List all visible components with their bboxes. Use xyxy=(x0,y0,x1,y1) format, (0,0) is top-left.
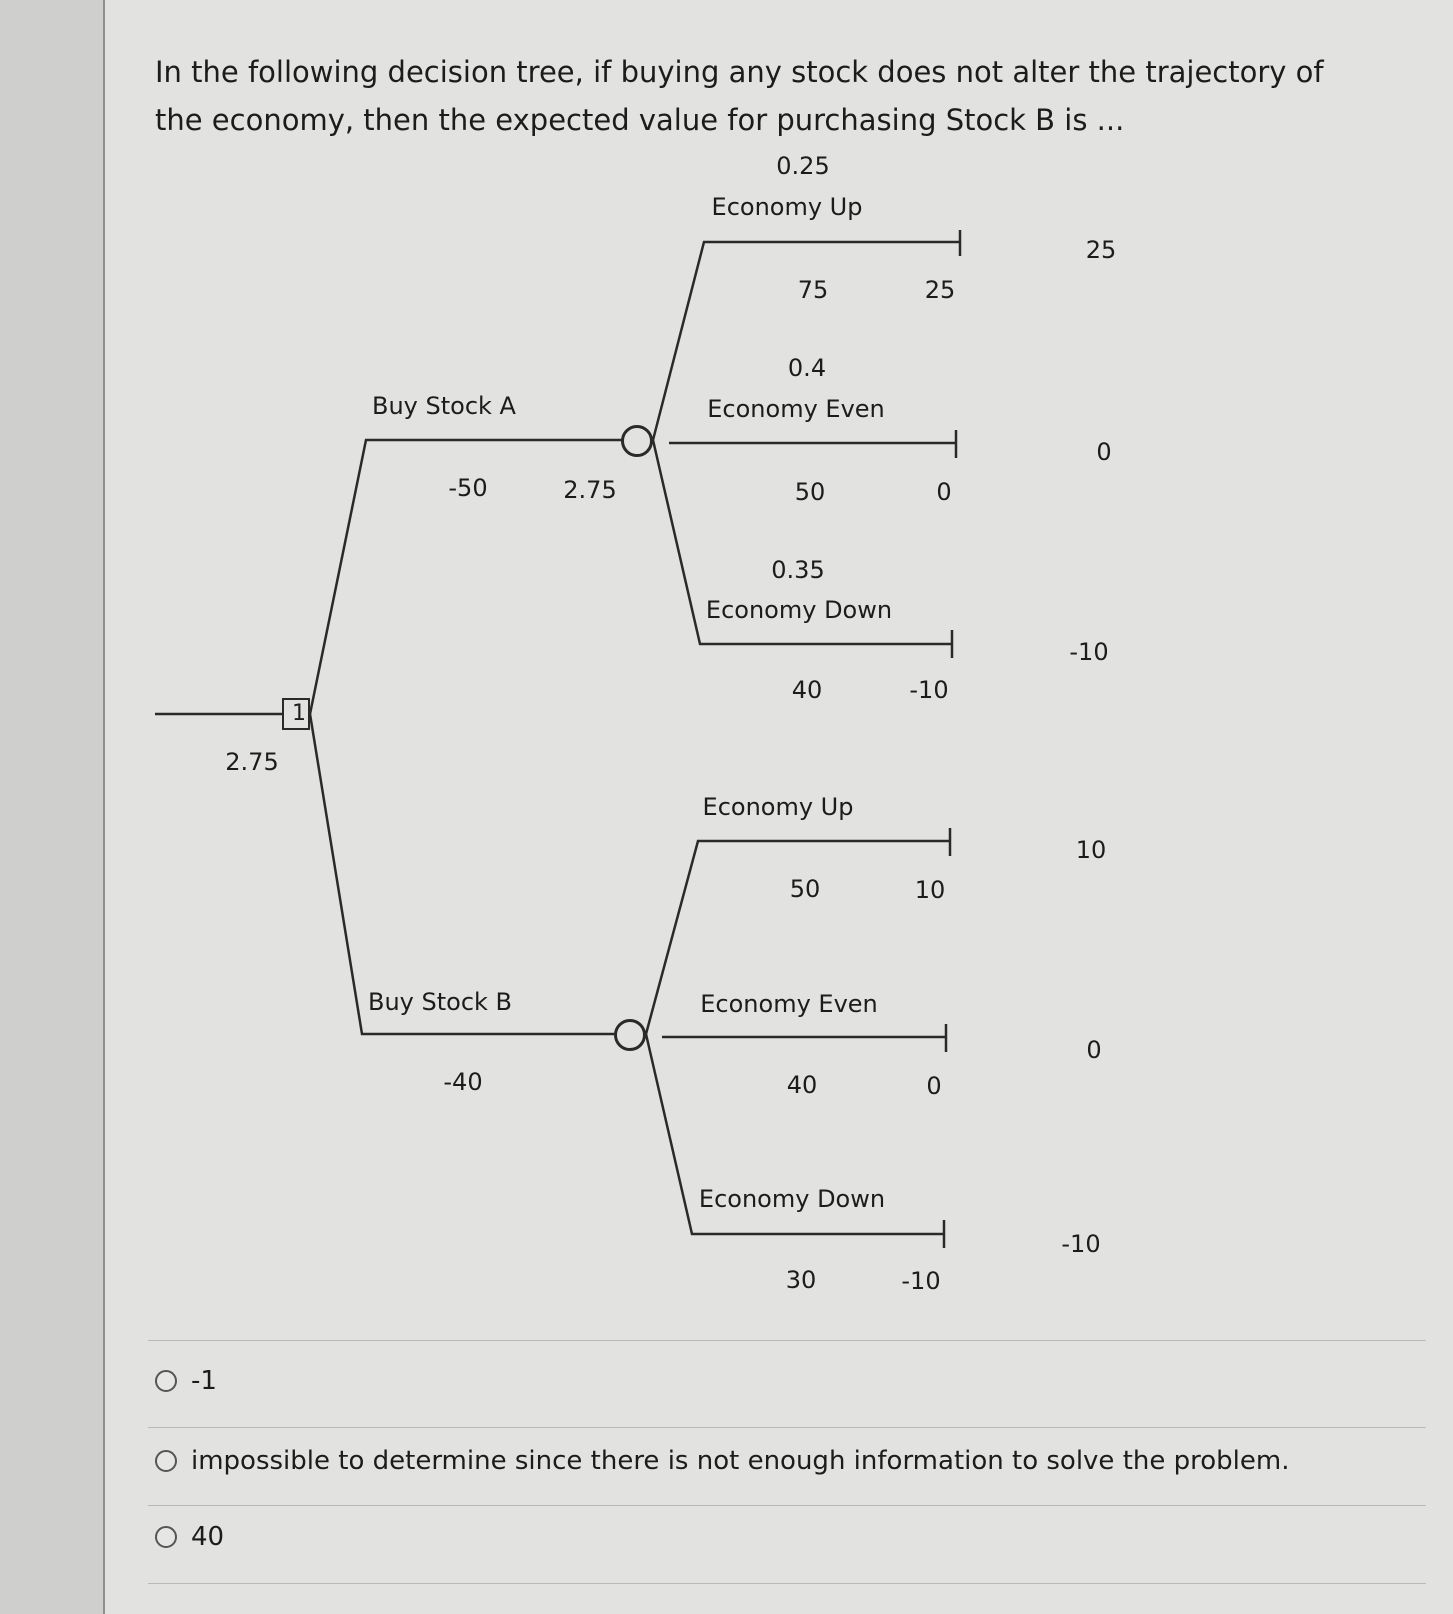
a-up-net: 25 xyxy=(924,276,956,304)
a-even-net: 0 xyxy=(936,478,952,506)
a-up-prob: 0.25 xyxy=(776,152,830,180)
a-up-payoff: 25 xyxy=(1085,236,1117,264)
a-down-payoff: -10 xyxy=(1069,638,1109,666)
answer-option-2[interactable] xyxy=(155,1446,1289,1476)
a-even-label: Economy Even xyxy=(707,395,885,423)
chance-node-a xyxy=(621,425,653,457)
buy-stock-a-label: Buy Stock A xyxy=(372,392,516,420)
b-down-label: Economy Down xyxy=(698,1185,886,1213)
a-down-prob: 0.35 xyxy=(771,556,825,584)
b-up-net: 10 xyxy=(914,876,946,904)
b-up-payoff: 10 xyxy=(1075,836,1107,864)
answer-option-1[interactable] xyxy=(155,1366,217,1396)
b-even-payoff: 0 xyxy=(1086,1036,1102,1064)
a-down-value: 40 xyxy=(791,676,823,704)
radio-button[interactable] xyxy=(155,1526,177,1548)
decision-node: 1 xyxy=(282,698,310,730)
b-up-label: Economy Up xyxy=(702,793,854,821)
buy-stock-a-ev: 2.75 xyxy=(563,476,617,504)
divider xyxy=(148,1505,1426,1506)
b-even-value: 40 xyxy=(786,1071,818,1099)
answer-option-3[interactable] xyxy=(155,1522,224,1552)
a-even-value: 50 xyxy=(794,478,826,506)
a-up-label: Economy Up xyxy=(711,193,863,221)
a-up-value: 75 xyxy=(797,276,829,304)
buy-stock-b-label: Buy Stock B xyxy=(368,988,513,1016)
buy-stock-b-cost: -40 xyxy=(443,1068,483,1096)
b-down-net: -10 xyxy=(901,1267,941,1295)
answer-option-label: 40 xyxy=(191,1522,225,1552)
radio-button[interactable] xyxy=(155,1370,177,1392)
chance-node-b xyxy=(614,1019,646,1051)
a-down-label: Economy Down xyxy=(705,596,893,624)
answer-option-label: -1 xyxy=(191,1366,217,1396)
b-up-value: 50 xyxy=(789,875,821,903)
question-text: In the following decision tree, if buying any stock does not alter the trajectory of the economy, then the expected value for purchasing Stock B is ... xyxy=(155,55,1324,137)
root-value: 2.75 xyxy=(225,748,279,776)
divider xyxy=(148,1340,1426,1341)
divider xyxy=(148,1427,1426,1428)
b-down-value: 30 xyxy=(785,1266,817,1294)
buy-stock-b-line xyxy=(310,714,630,1034)
divider xyxy=(148,1583,1426,1584)
b-even-label: Economy Even xyxy=(700,990,878,1018)
a-even-payoff: 0 xyxy=(1096,438,1112,466)
buy-stock-a-cost: -50 xyxy=(448,474,488,502)
a-down-net: -10 xyxy=(909,676,949,704)
answer-option-label: impossible to determine since there is not enough information to solve the problem. xyxy=(191,1446,1290,1476)
b-down-payoff: -10 xyxy=(1061,1230,1101,1258)
a-even-prob: 0.4 xyxy=(787,354,827,382)
radio-button[interactable] xyxy=(155,1450,177,1472)
b-even-net: 0 xyxy=(926,1072,942,1100)
